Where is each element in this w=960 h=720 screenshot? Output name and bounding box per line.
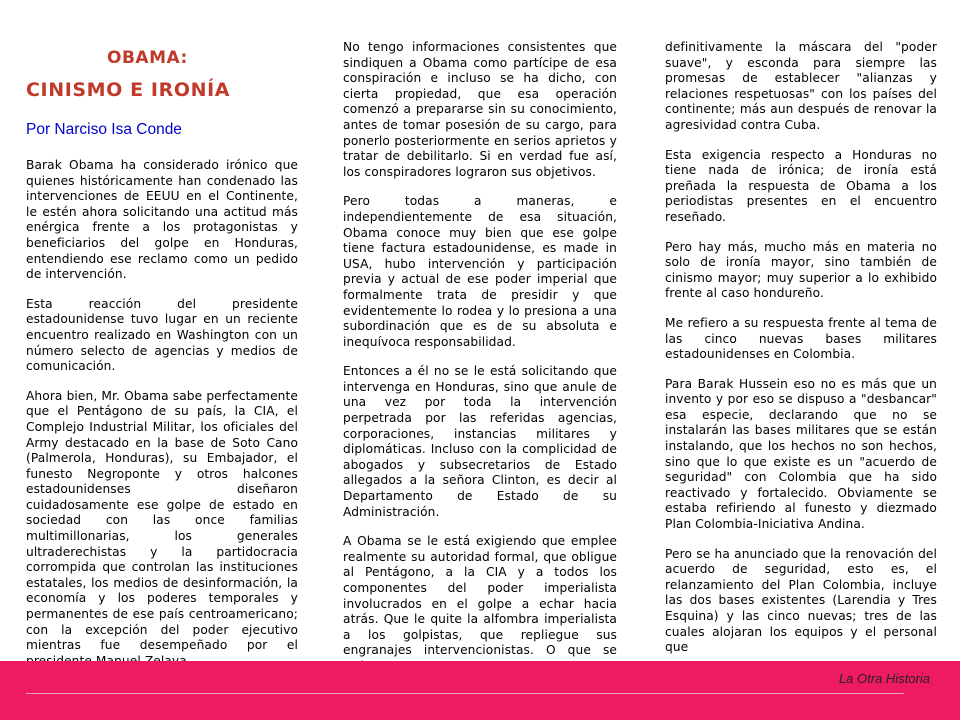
footer-bar [0, 661, 960, 720]
paragraph: Pero se ha anunciado que la renovación del acuerdo de seguridad, esto es, el relanzamiento del Plan Colombia, incluye las dos bases existentes (Larendia y Tres Esquina) y las cinco nuevas; tres de las cuales alojaran los equipos y el personal que [665, 546, 937, 655]
article-title-line1: OBAMA: [107, 48, 188, 68]
footer-label: La Otra Historia [838, 671, 930, 686]
column-2 [343, 40, 617, 689]
footer-divider [26, 693, 904, 694]
paragraph: A Obama se le está exigiendo que emplee realmente su autoridad formal, que obligue al Pentágono, a la CIA y a todos los componentes del poder imperialista involucrados en el golpe a echar hacia atrás. Que le quite la alfombra imperialista a los golpistas, que repliegue sus engranajes intervencionistas. O que se [343, 534, 617, 658]
column-1 [26, 158, 298, 683]
paragraph: Pero todas a maneras, e independientemente de esa situación, Obama conoce muy bien que ese golpe tiene factura estadounidense, es made in USA, hubo intervención y participación previa y actual de ese poder imperial que formalmente trata de presidir y que evidentemente lo rodea y lo presiona a una subordinación que es de su absoluta e inequívoca responsabilidad. [343, 194, 617, 349]
article-title-line2: CINISMO E IRONÍA [26, 79, 231, 101]
paragraph: definitivamente la máscara del "poder suave", y esconda para siempre las promesas de establecer "alianzas y relaciones respetuosas" con los países del continente; más aun después de renovar la agresividad contra Cuba. [665, 40, 937, 132]
paragraph: Ahora bien, Mr. Obama sabe perfectamente que el Pentágono de su país, la CIA, el Complejo Industrial Militar, los oficiales del Army destacado en la base de Soto Cano (Palmerola, Honduras), su Embajador, el funesto Negroponte y otros halcones estadounidenses diseñaron cuidadosamente ese golpe de estado en sociedad con las once familias multimillonarias, los generales ultraderechistas y la partidocracia corrompida que controlan las instituciones estatales, los medios de desinformación, la economía y los poderes temporales y permanentes de ese país centroamericano; con la excepción del poder ejecutivo mientras fue desempeñado por el [26, 388, 298, 653]
author-byline: Por Narciso Isa Conde [26, 121, 182, 138]
paragraph: Esta exigencia respecto a Honduras no tiene nada de irónica; de ironía está preñada la respuesta de Obama a los periodistas presentes en el encuentro reseñado. [665, 147, 937, 224]
paragraph: Pero hay más, mucho más en materia no solo de ironía mayor, sino también de cinismo mayor; muy superior a lo exhibido frente al caso hondureño. [665, 239, 937, 301]
paragraph: No tengo informaciones consistentes que sindiquen a Obama como partícipe de esa conspiración e incluso se ha dicho, con cierta propiedad, que esa operación comenzó a prepararse sin su conocimiento, antes de tomar posesión de su cargo, para ponerlo posteriormente en serios aprietos y tratar de debilitarlo. Si en verdad fue así, los conspiradores lograron sus objetivos. [343, 40, 617, 179]
paragraph: Para Barak Hussein eso no es más que un invento y por eso se dispuso a "desbancar" esa especie, declarando que no se instalarán las bases militares que se están instalando, que los hechos no son hechos, sino que lo que existe es un "acuerdo de seguridad" con Colombia que ha sido reactivado y fortalecido. Obviamente se estaba refiriendo al funesto y diezmado Plan Colombia-Iniciativa Andina. [665, 376, 937, 532]
paragraph: Me refiero a su respuesta frente al tema de las cinco nuevas bases militares estadounidenses en Colombia. [665, 315, 937, 362]
paragraph: Entonces a él no se le está solicitando que intervenga en Honduras, sino que anule de una vez por toda la intervención perpetrada por las referidas agencias, corporaciones, instancias militares y diplomáticas. Incluso con la complicidad de abogados y subsecretarios de Estado allegados a la señora Clinton, es decir al Departamento de Estado de su Administración. [343, 364, 617, 519]
paragraph: Esta reacción del presidente estadounidense tuvo lugar en un reciente encuentro realizado en Washington con un número selecto de agencias y medios de comunicación. [26, 296, 298, 374]
column-3 [665, 40, 937, 670]
paragraph: Barak Obama ha considerado irónico que quienes históricamente han condenado las intervenciones de EEUU en el Continente, le estén ahora solicitando una actitud más enérgica frente a los protagonistas y beneficiarios del golpe en Honduras, entendiendo ese reclamo como un pedido de intervención. [26, 158, 298, 282]
